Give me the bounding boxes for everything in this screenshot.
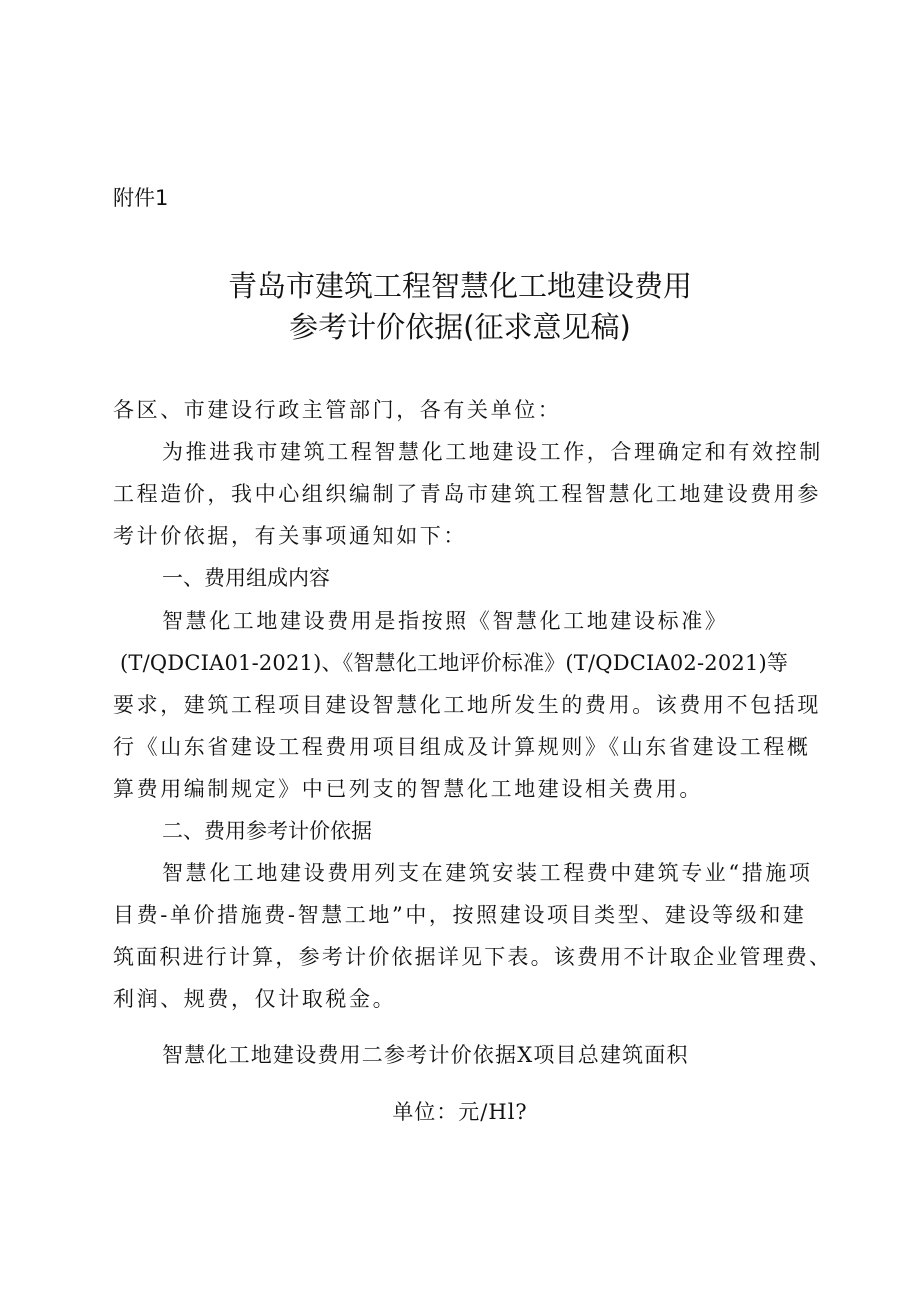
document-title-line-2: 参考计价依据(征求意见稿) <box>289 310 631 344</box>
unit-label: 单位：元/Hl? <box>392 1100 528 1124</box>
section-1-line-4: 行《山东省建设工程费用项目组成及计算规则》《山东省建设工程概 <box>113 735 811 759</box>
document-title-line-1: 青岛市建筑工程智慧化工地建设费用 <box>227 269 692 303</box>
table-caption: 智慧化工地建设费用二参考计价依据X项目总建筑面积 <box>162 1043 689 1067</box>
section-2-line-2: 目费-单价措施费-智慧工地”中，按照建设项目类型、建设等级和建 <box>113 903 807 927</box>
section-1-line-5: 算费用编制规定》中已列支的智慧化工地建设相关费用。 <box>113 777 703 801</box>
section-2-line-3: 筑面积进行计算，参考计价依据详见下表。该费用不计取企业管理费、 <box>113 945 833 969</box>
section-1-line-2: (T/QDCIA01-2021)、《智慧化工地评价标准》(T/QDCIA02-2021)等 <box>120 651 789 675</box>
intro-line-2: 工程造价，我中心组织编制了青岛市建筑工程智慧化工地建设费用参 <box>113 482 821 506</box>
section-2-line-1: 智慧化工地建设费用列支在建筑安装工程费中建筑专业“措施项 <box>162 861 813 885</box>
section-1-line-1: 智慧化工地建设费用是指按照《智慧化工地建设标准》 <box>162 609 729 633</box>
intro-line-3: 考计价依据，有关事项通知如下： <box>113 524 467 548</box>
salutation: 各区、市建设行政主管部门，各有关单位： <box>113 398 562 422</box>
section-1-line-3: 要求，建筑工程项目建设智慧化工地所发生的费用。该费用不包括现 <box>113 693 821 717</box>
section-2-line-4: 利润、规费，仅计取税金。 <box>113 987 397 1011</box>
section-1-heading: 一、费用组成内容 <box>162 566 330 590</box>
section-2-heading: 二、费用参考计价依据 <box>162 819 372 843</box>
attachment-label: 附件1 <box>113 186 169 210</box>
intro-line-1: 为推进我市建筑工程智慧化工地建设工作，合理确定和有效控制 <box>162 440 823 464</box>
